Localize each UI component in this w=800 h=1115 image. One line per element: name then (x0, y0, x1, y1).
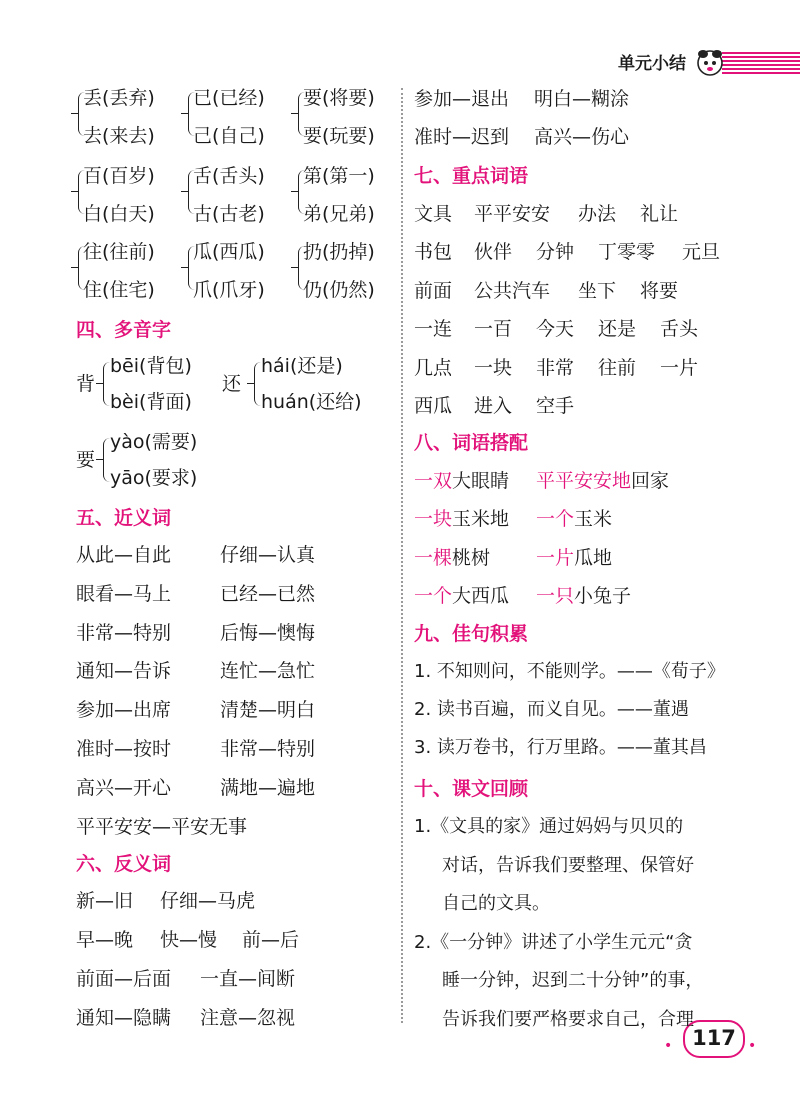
char-word: 爪(爪牙) (193, 279, 265, 301)
polyphonic-reading: huán(还给) (261, 391, 362, 413)
collocation-noun: 小兔子 (574, 585, 632, 608)
char-word: 第(第一) (303, 165, 375, 187)
char-word: 舌(舌头) (193, 165, 265, 187)
char-word: 丢(丢弃) (83, 87, 155, 109)
collocation (536, 507, 612, 531)
review-line: 1.《文具的家》通过妈妈与贝贝的 (414, 816, 684, 837)
synonym-pair: 仔细—认真 (220, 544, 316, 566)
key-word: 一百 (474, 318, 513, 341)
key-word: 舌头 (660, 318, 699, 341)
collocation-measure-word: 一个 (414, 585, 453, 608)
char-word: 仍(仍然) (303, 279, 375, 301)
antonym-pair: 参加—退出 (414, 88, 510, 110)
collocation-measure-word: 一只 (536, 585, 575, 608)
synonym-pair: 非常—特别 (220, 738, 316, 760)
collocation-noun: 玉米 (574, 508, 613, 531)
char-word: 住(住宅) (83, 279, 155, 301)
char-word: 要(将要) (303, 87, 375, 109)
antonym-pair: 仔细—马虎 (160, 890, 256, 912)
key-word: 丁零零 (598, 241, 656, 264)
char-word: 己(自己) (193, 125, 265, 147)
quote-line: 1. 不知则问，不能则学。——《荀子》 (414, 661, 725, 682)
char-word: 弟(兄弟) (303, 203, 375, 225)
section-heading-collocations: 八、词语搭配 (414, 432, 529, 454)
mascot-icon (692, 46, 728, 80)
collocation-noun: 瓜地 (574, 546, 613, 569)
key-word: 一连 (414, 318, 453, 341)
column-divider (401, 88, 403, 1023)
char-word: 瓜(西瓜) (193, 241, 265, 263)
char-word: 去(来去) (83, 125, 155, 147)
key-word: 今天 (536, 318, 575, 341)
char-word: 扔(扔掉) (303, 241, 375, 263)
key-word: 进入 (474, 395, 513, 417)
collocation (536, 546, 612, 570)
key-word: 礼让 (640, 203, 679, 225)
header-decoration (722, 52, 800, 76)
key-word: 分钟 (536, 241, 575, 264)
key-word: 一片 (660, 356, 699, 379)
key-word: 书包 (414, 241, 453, 264)
key-word: 元旦 (682, 241, 721, 264)
polyphonic-char: 背 (76, 373, 96, 395)
char-word: 往(往前) (83, 241, 155, 263)
synonym-pair: 通知—告诉 (76, 660, 172, 683)
synonym-pair: 从此—自此 (76, 544, 172, 566)
synonym-pair: 准时—按时 (76, 738, 172, 760)
collocation-measure-word: 一双 (414, 470, 453, 492)
synonym-pair: 眼看—马上 (76, 582, 172, 605)
review-line: 告诉我们要严格要求自己，合理 (442, 1008, 694, 1030)
page-number: 117 (692, 1026, 736, 1050)
section-heading-quotes: 九、佳句积累 (414, 623, 529, 645)
synonym-pair: 平平安安—平安无事 (76, 816, 248, 838)
char-word: 古(古老) (193, 203, 265, 225)
collocation (536, 584, 631, 608)
key-word: 空手 (536, 395, 575, 417)
key-word: 办法 (578, 203, 617, 225)
key-word: 文具 (414, 203, 453, 225)
collocation (536, 469, 669, 493)
review-line: 自己的文具。 (442, 893, 550, 914)
antonym-pair: 高兴—伤心 (534, 126, 630, 148)
collocation (414, 507, 509, 531)
collocation-measure-word: 一块 (414, 508, 453, 531)
review-line: 2.《一分钟》讲述了小学生元元“贪 (414, 931, 693, 953)
antonym-pair: 注意—忽视 (200, 1007, 296, 1029)
collocation-noun: 大西瓜 (452, 585, 510, 608)
antonym-pair: 前—后 (242, 929, 300, 951)
key-word: 往前 (598, 356, 637, 379)
key-word: 平平安安 (474, 203, 551, 225)
brace (254, 362, 261, 406)
decor-dots: • (748, 1038, 757, 1054)
polyphonic-char: 还 (222, 373, 242, 395)
polyphonic-reading: yào(需要) (110, 431, 198, 453)
brace (103, 438, 110, 482)
collocation (414, 546, 490, 570)
polyphonic-char: 要 (76, 449, 96, 471)
key-word: 将要 (640, 279, 679, 302)
char-word: 白(白天) (83, 203, 155, 225)
key-word: 非常 (536, 356, 575, 379)
key-word: 伙伴 (474, 241, 513, 264)
review-line: 对话，告诉我们要整理、保管好 (442, 854, 694, 876)
header-title: 单元小结 (618, 54, 686, 74)
char-word: 百(百岁) (83, 165, 155, 187)
synonym-pair: 参加—出席 (76, 699, 172, 722)
collocation-measure-word: 一棵 (414, 546, 453, 569)
section-heading-polyphonic: 四、多音字 (76, 319, 172, 341)
antonym-pair: 快—慢 (160, 929, 218, 951)
antonym-pair: 一直—间断 (200, 968, 296, 990)
section-heading-key-words: 七、重点词语 (414, 165, 529, 187)
collocation-noun: 桃树 (452, 546, 491, 569)
antonym-pair: 明白—糊涂 (534, 88, 630, 110)
synonym-pair: 清楚—明白 (220, 699, 316, 722)
synonym-pair: 高兴—开心 (76, 776, 172, 799)
review-line: 睡一分钟，迟到二十分钟”的事， (442, 970, 704, 991)
section-heading-synonyms: 五、近义词 (76, 507, 172, 529)
key-word: 坐下 (578, 279, 617, 302)
key-word: 公共汽车 (474, 279, 551, 302)
polyphonic-reading: bēi(背包) (110, 355, 192, 377)
synonym-pair: 非常—特别 (76, 621, 172, 644)
synonym-pair: 后悔—懊悔 (220, 621, 316, 644)
key-word: 一块 (474, 356, 513, 379)
char-word: 已(已经) (193, 87, 265, 109)
decor-dots: • (664, 1038, 673, 1054)
collocation-measure-word: 一个 (536, 508, 575, 531)
key-word: 前面 (414, 279, 453, 302)
synonym-pair: 连忙—急忙 (220, 660, 316, 683)
polyphonic-reading: yāo(要求) (110, 467, 198, 489)
char-word: 要(玩要) (303, 125, 375, 147)
antonym-pair: 前面—后面 (76, 968, 172, 990)
antonym-pair: 通知—隐瞒 (76, 1007, 172, 1029)
polyphonic-reading: hái(还是) (261, 355, 343, 377)
collocation-noun: 大眼睛 (452, 470, 510, 492)
brace (103, 362, 110, 406)
polyphonic-reading: bèi(背面) (110, 391, 192, 413)
key-word: 几点 (414, 356, 453, 379)
quote-line: 2. 读书百遍，而义自见。——董遇 (414, 699, 689, 720)
collocation (414, 469, 509, 493)
collocation-noun: 玉米地 (452, 508, 510, 531)
collocation (414, 584, 509, 608)
key-word: 西瓜 (414, 395, 453, 417)
quote-line: 3. 读万卷书，行万里路。——董其昌 (414, 737, 707, 758)
synonym-pair: 满地—遍地 (220, 776, 316, 799)
collocation-measure-word: 一片 (536, 546, 575, 569)
key-word: 还是 (598, 318, 637, 341)
antonym-pair: 新—旧 (76, 890, 134, 912)
antonym-pair: 准时—迟到 (414, 126, 510, 148)
collocation-noun: 回家 (631, 470, 670, 492)
section-heading-antonyms: 六、反义词 (76, 853, 172, 875)
section-heading-review: 十、课文回顾 (414, 778, 529, 800)
collocation-measure-word: 平平安安地 (536, 470, 632, 492)
synonym-pair: 已经—已然 (220, 582, 316, 605)
antonym-pair: 早—晚 (76, 929, 134, 951)
